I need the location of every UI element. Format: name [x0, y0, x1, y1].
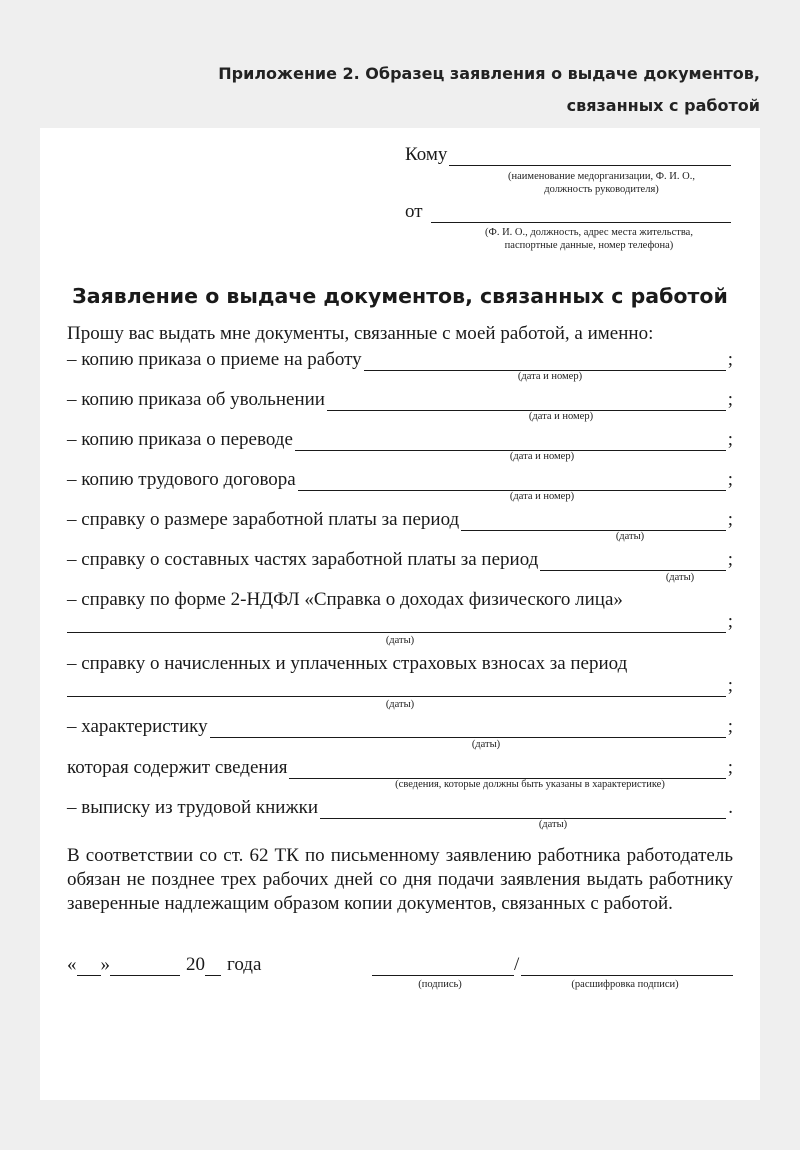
year-field[interactable]	[205, 958, 221, 976]
signature-decoding-field[interactable]	[521, 958, 733, 976]
legal-note-paragraph: В соответствии со ст. 62 ТК по письменному заявлению работника работодатель обязан не позднее трех рабочих дней со дня подачи заявления выдать работнику заверенные надлежащим образом копии документов, связанных с работой.	[67, 845, 733, 914]
to-label: Кому	[405, 144, 448, 165]
month-field[interactable]	[110, 958, 180, 976]
signature-row: /	[372, 954, 733, 976]
ndfl-field-row: ;	[67, 611, 733, 633]
labor-contract-field[interactable]	[298, 473, 726, 491]
hint-date-number: (дата и номер)	[509, 491, 575, 502]
salary-components-field[interactable]	[540, 553, 725, 571]
salary-period-field[interactable]	[461, 513, 726, 531]
list-item-2ndfl: – справку по форме 2-НДФЛ «Справка о доходах физического лица»	[67, 589, 623, 610]
list-item-transfer-order: – копию приказа о переводе ;	[67, 429, 733, 450]
hint-date-number: (дата и номер)	[509, 451, 575, 462]
insurance-field-row: ;	[67, 675, 733, 697]
employment-record-field[interactable]	[320, 801, 726, 819]
intro-text: Прошу вас выдать мне документы, связанные с моей работой, а именно:	[67, 323, 654, 344]
dismissal-order-field[interactable]	[327, 393, 726, 411]
appendix-caption-line-1: Приложение 2. Образец заявления о выдаче документов,	[218, 64, 760, 83]
hint-dates: (даты)	[615, 531, 645, 542]
list-item-characteristic: – характеристику ;	[67, 716, 733, 737]
list-item-characteristic-info: которая содержит сведения ;	[67, 757, 733, 778]
hint-date-number: (дата и номер)	[517, 371, 583, 382]
list-item-hiring-order: – копию приказа о приеме на работу ;	[67, 349, 733, 370]
characteristic-field[interactable]	[210, 720, 726, 738]
from-label: от	[405, 201, 423, 222]
ndfl-period-field[interactable]	[67, 615, 726, 633]
addressee-field[interactable]	[449, 148, 731, 166]
list-item-salary-components: – справку о составных частях заработной платы за период ;	[67, 549, 733, 570]
hint-dates: (даты)	[471, 739, 501, 750]
list-item-salary-amount: – справку о размере заработной платы за период ;	[67, 509, 733, 530]
sender-field[interactable]	[431, 205, 731, 223]
signature-field[interactable]	[372, 958, 514, 976]
insurance-period-field[interactable]	[67, 679, 726, 697]
appendix-caption-line-2: связанных с работой	[566, 96, 760, 115]
sender-hint: (Ф. И. О., должность, адрес места жительства, паспортные данные, номер телефона)	[485, 227, 693, 251]
hint-dates: (даты)	[385, 635, 415, 646]
appendix-caption	[200, 58, 760, 122]
list-item-dismissal-order: – копию приказа об увольнении ;	[67, 389, 733, 410]
list-item-labor-contract: – копию трудового договора ;	[67, 469, 733, 490]
hiring-order-field[interactable]	[364, 353, 726, 371]
hint-dates: (даты)	[665, 572, 695, 583]
characteristic-info-field[interactable]	[289, 761, 725, 779]
addressee-hint: (наименование медорганизации, Ф. И. О., должность руководителя)	[508, 171, 695, 195]
transfer-order-field[interactable]	[295, 433, 726, 451]
application-form-sheet	[40, 128, 760, 1100]
list-item-insurance-contributions: – справку о начисленных и уплаченных страховых взносах за период	[67, 653, 628, 674]
hint-characteristic-info: (сведения, которые должны быть указаны в характеристике)	[395, 779, 665, 790]
page-title: Заявление о выдаче документов, связанных с работой	[72, 284, 728, 308]
hint-dates: (даты)	[385, 699, 415, 710]
date-row: « » 20 года	[67, 954, 262, 975]
signature-hint: (подпись)	[418, 979, 462, 990]
list-item-employment-record: – выписку из трудовой книжки .	[67, 797, 733, 818]
sender-row	[405, 201, 733, 223]
hint-dates: (даты)	[538, 819, 568, 830]
addressee-row	[405, 144, 733, 166]
signature-decoding-hint: (расшифровка подписи)	[571, 979, 679, 990]
hint-date-number: (дата и номер)	[528, 411, 594, 422]
day-field[interactable]	[77, 958, 101, 976]
